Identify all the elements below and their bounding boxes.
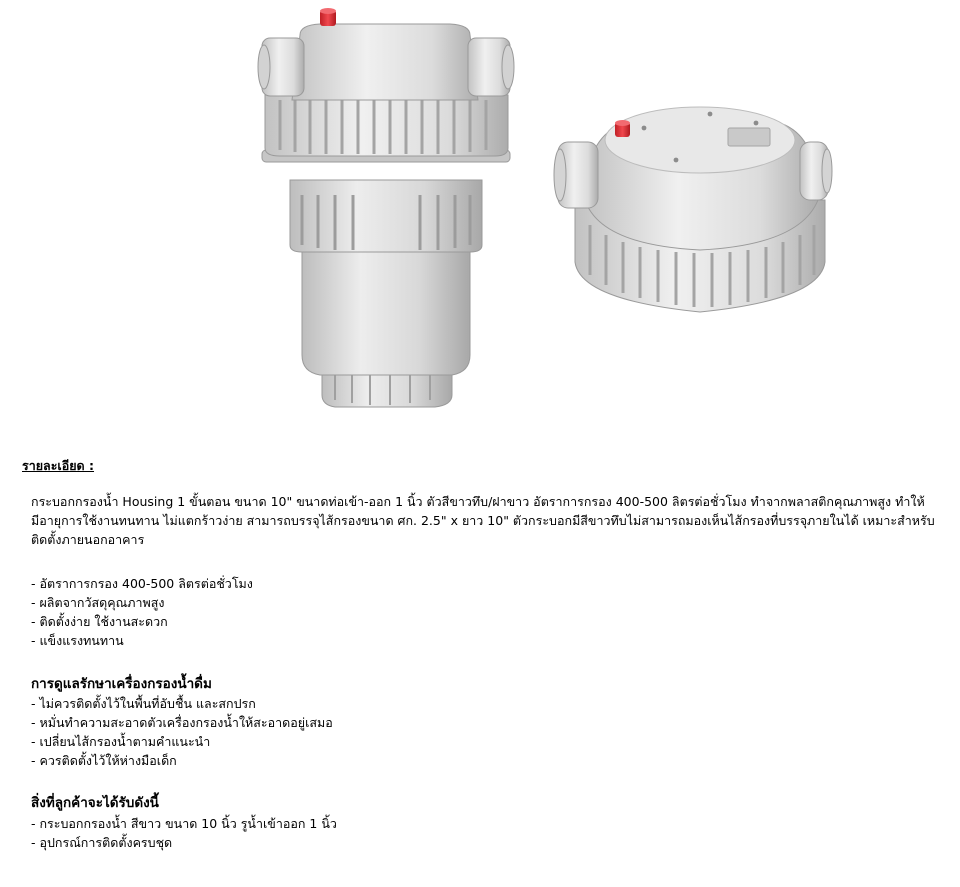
list-item: - แข็งแรงทนทาน bbox=[31, 633, 124, 648]
list-item: - กระบอกกรองน้ำ สีขาว ขนาด 10 นิ้ว รูน้ำเข้าออก 1 นิ้ว bbox=[31, 816, 337, 831]
feature-list bbox=[31, 574, 253, 650]
product-photo bbox=[240, 0, 840, 420]
list-item: - หมั่นทำความสะอาดตัวเครื่องกรองน้ำให้สะอาดอยู่เสมอ bbox=[31, 715, 333, 730]
list-item: - ผลิตจากวัสดุคุณภาพสูง bbox=[31, 595, 165, 610]
list-item: - เปลี่ยนไส้กรองน้ำตามคำแนะนำ bbox=[31, 734, 211, 749]
list-item: - อุปกรณ์การติดตั้งครบชุด bbox=[31, 835, 173, 850]
care-list bbox=[31, 694, 333, 770]
product-description: กระบอกกรองน้ำ Housing 1 ขั้นตอน ขนาด 10" ขนาดท่อเข้า-ออก 1 นิ้ว ตัวสีขาวทึบ/ฝาขาว อัตราการกรอง 400-500 ลิตรต่อชั่วโมง ทำจากพลาสติกคุณภาพสูง ทำให้มีอายุการใช้งานทนทาน ไม่แตกร้าวง่าย สามารถบรรจุไส้กรองขนาด ศก. 2.5" x ยาว 10" ตัวกระบอกมีสีขาวทึบไม่สามารถมองเห็นไส้กรองที่บรรจุภายในได้ เหมาะสำหรับติดตั้งภายนอกอาคาร bbox=[31, 494, 935, 547]
details-heading: รายละเอียด : bbox=[22, 458, 95, 473]
list-item: - ควรติดตั้งไว้ให้ห่างมือเด็ก bbox=[31, 753, 177, 768]
care-heading: การดูแลรักษาเครื่องกรองน้ำดื่ม bbox=[31, 676, 212, 692]
package-heading: สิ่งที่ลูกค้าจะได้รับดังนี้ bbox=[31, 795, 159, 811]
list-item: - ไม่ควรติดตั้งไว้ในพื้นที่อับชื้น และสกปรก bbox=[31, 696, 256, 711]
filter-housing-illustration bbox=[258, 8, 514, 407]
list-item: - ติดตั้งง่าย ใช้งานสะดวก bbox=[31, 614, 168, 629]
filter-cap-illustration bbox=[554, 107, 832, 312]
package-list bbox=[31, 814, 337, 852]
list-item: - อัตราการกรอง 400-500 ลิตรต่อชั่วโมง bbox=[31, 576, 253, 591]
